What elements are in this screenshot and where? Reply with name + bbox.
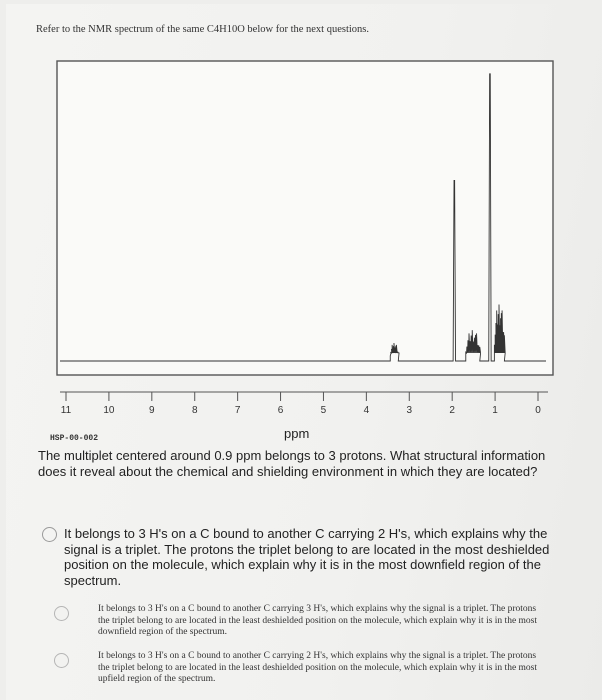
answer-option-2-text: It belongs to 3 H's on a C bound to another C carrying 3 H's, which explains why the signal is a triplet. The protons the triplet belong to are located in the least deshielded position on the molecule, which explain why it is in the most downfield region of the spectrum. bbox=[98, 604, 538, 637]
x-tick-label: 6 bbox=[277, 405, 284, 416]
x-tick-label: 9 bbox=[149, 405, 155, 416]
answer-option-1-text: It belongs to 3 H's on a C bound to another C carrying 2 H's, which explains why the signal is a triplet. The protons the triplet belong to are located in the most deshielded position on the molecule, which explain why it is in the most downfield region of the spectrum. bbox=[64, 526, 550, 588]
x-tick-label: 11 bbox=[60, 405, 72, 416]
spectrum-code: HSP-00-002 bbox=[50, 434, 99, 443]
x-tick-label: 1 bbox=[492, 405, 498, 416]
intro-text: Refer to the NMR spectrum of the same C4H10O below for the next questions. bbox=[36, 24, 370, 35]
x-tick-label: 7 bbox=[234, 405, 241, 416]
plot-frame bbox=[57, 61, 553, 375]
question-text: The multiplet centered around 0.9 ppm belongs to 3 protons. What structural information does it reveal about the chemical and shielding environment in which they are located? bbox=[38, 448, 546, 479]
radio-button[interactable] bbox=[54, 653, 69, 668]
answer-option-3-text: It belongs to 3 H's on a C bound to another C carrying 2 H's, which explains why the signal is a triplet. The protons the triplet belong to are located in the least deshielded position on the molecule, which explain why it is in the most upfield region of the spectrum. bbox=[98, 651, 538, 684]
x-axis-label: ppm bbox=[284, 426, 310, 441]
x-tick-label: 4 bbox=[363, 405, 370, 416]
radio-button[interactable] bbox=[42, 527, 57, 542]
x-tick-label: 2 bbox=[449, 405, 455, 416]
x-tick-label: 0 bbox=[535, 405, 541, 416]
x-tick-label: 8 bbox=[191, 405, 198, 416]
radio-button[interactable] bbox=[54, 606, 69, 621]
x-tick-label: 3 bbox=[406, 405, 413, 416]
x-axis-ticks bbox=[61, 392, 541, 416]
x-tick-label: 10 bbox=[103, 405, 115, 416]
x-tick-label: 5 bbox=[320, 405, 327, 416]
